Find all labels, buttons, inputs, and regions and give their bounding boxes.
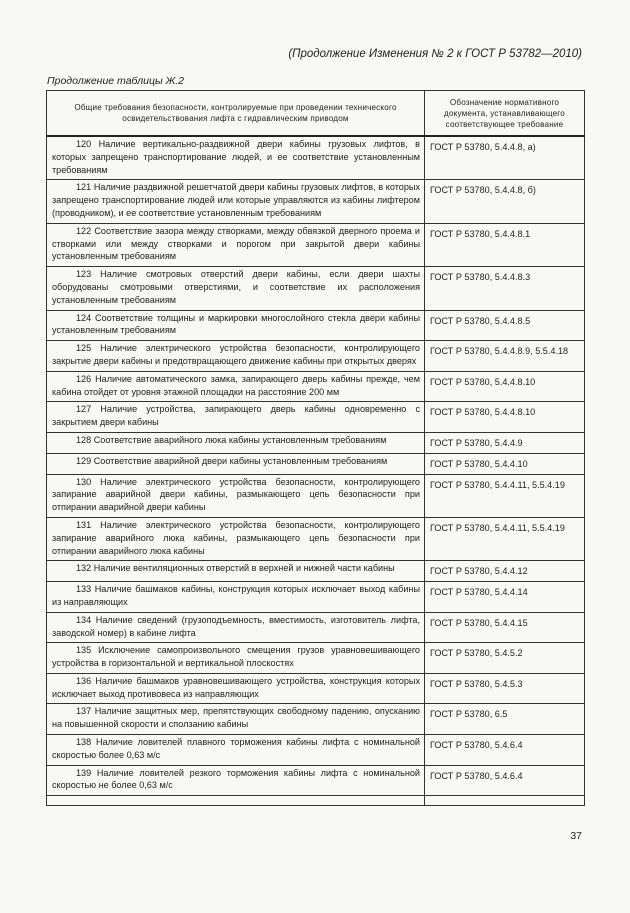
spacer-cell-left — [47, 796, 425, 806]
table-row — [47, 612, 585, 643]
table-row — [47, 643, 585, 674]
reference-cell: ГОСТ Р 53780, 5.4.5.2 — [425, 643, 585, 674]
requirement-cell: 120 Наличие вертикально-раздвижной двери кабины грузовых лифтов, в которых запрещено транспортирование людей, и ее соответствие установленным требованиям — [47, 136, 425, 180]
table-row — [47, 765, 585, 796]
table-body — [47, 136, 585, 806]
reference-cell: ГОСТ Р 53780, 5.4.4.11, 5.5.4.19 — [425, 474, 585, 517]
reference-cell: ГОСТ Р 53780, 5.4.4.8.5 — [425, 310, 585, 341]
requirement-cell: 139 Наличие ловителей резкого торможения кабины лифта с номинальной скоростью не более 0,63 м/с — [47, 765, 425, 796]
table-row — [47, 136, 585, 180]
running-head: (Продолжение Изменения № 2 к ГОСТ Р 53782—2010) — [288, 48, 582, 60]
table-row — [47, 735, 585, 766]
reference-cell: ГОСТ Р 53780, 5.4.4.8.10 — [425, 371, 585, 402]
table-row — [47, 673, 585, 704]
reference-cell: ГОСТ Р 53780, 5.4.4.8.10 — [425, 402, 585, 433]
reference-cell: ГОСТ Р 53780, 5.4.6.4 — [425, 765, 585, 796]
requirement-cell: 138 Наличие ловителей плавного торможения кабины лифта с номинальной скоростью более 0,63 м/с — [47, 735, 425, 766]
reference-cell: ГОСТ Р 53780, 5.4.4.10 — [425, 453, 585, 474]
table-row — [47, 402, 585, 433]
table-row — [47, 267, 585, 310]
requirement-cell: 121 Наличие раздвижной решетчатой двери кабины грузовых лифтов, в которых запрещено транспортирование людей или которые управляются из кабины лифтером (проводником), и ее соответствие установленным требованиям — [47, 180, 425, 223]
table-row — [47, 453, 585, 474]
table-header-row — [47, 91, 585, 137]
spacer-cell-right — [425, 796, 585, 806]
reference-cell: ГОСТ Р 53780, 5.4.5.3 — [425, 673, 585, 704]
requirement-cell: 127 Наличие устройства, запирающего дверь кабины одновременно с закрытием двери кабины — [47, 402, 425, 433]
requirement-cell: 131 Наличие электрического устройства безопасности, контролирующего запирание аварийного люка кабины, размыкающего цепь безопасности при отпирании аварийного люка кабины — [47, 517, 425, 560]
requirement-cell: 128 Соответствие аварийного люка кабины установленным требованиям — [47, 432, 425, 453]
requirement-cell: 123 Наличие смотровых отверстий двери кабины, если двери шахты оборудованы смотровыми отверстиями, и соответствие их расположения установленным требованиям — [47, 267, 425, 310]
reference-cell: ГОСТ Р 53780, 5.4.4.8.9, 5.5.4.18 — [425, 341, 585, 372]
table-row — [47, 310, 585, 341]
table-row — [47, 223, 585, 266]
requirement-cell: 134 Наличие сведений (грузоподъемность, вместимость, изготовитель лифта, заводской номер) в кабине лифта — [47, 612, 425, 643]
requirement-cell: 130 Наличие электрического устройства безопасности, контролирующего запирание аварийной двери кабины, размыкающего цепь безопасности при отпирании аварийной двери кабины — [47, 474, 425, 517]
reference-cell: ГОСТ Р 53780, 5.4.4.14 — [425, 582, 585, 613]
reference-cell: ГОСТ Р 53780, 5.4.4.11, 5.5.4.19 — [425, 517, 585, 560]
reference-cell: ГОСТ Р 53780, 5.4.4.9 — [425, 432, 585, 453]
table-row — [47, 432, 585, 453]
requirement-cell: 136 Наличие башмаков уравновешивающего устройства, конструкция которых исключает выход противовеса из направляющих — [47, 673, 425, 704]
reference-cell: ГОСТ Р 53780, 6.5 — [425, 704, 585, 735]
requirement-cell: 132 Наличие вентиляционных отверстий в верхней и нижней части кабины — [47, 561, 425, 582]
table-row — [47, 180, 585, 223]
reference-cell: ГОСТ Р 53780, 5.4.4.8, а) — [425, 136, 585, 180]
requirement-cell: 137 Наличие защитных мер, препятствующих свободному падению, опусканию на повышенной скорости и сползанию кабины — [47, 704, 425, 735]
table-row — [47, 582, 585, 613]
reference-cell: ГОСТ Р 53780, 5.4.4.8.3 — [425, 267, 585, 310]
requirement-cell: 125 Наличие электрического устройства безопасности, контролирующего закрытие двери кабины и предотвращающего движение кабины при открытых дверях — [47, 341, 425, 372]
header-requirements: Общие требования безопасности, контролируемые при проведении технического освидетельствования лифта с гидравлическим приводом — [47, 91, 425, 137]
requirement-cell: 124 Соответствие толщины и маркировки многослойного стекла двери кабины установленным требованиям — [47, 310, 425, 341]
requirement-cell: 126 Наличие автоматического замка, запирающего дверь кабины прежде, чем кабина отойдет от уровня этажной площадки на расстояние 200 мм — [47, 371, 425, 402]
requirement-cell: 135 Исключение самопроизвольного смещения грузов уравновешивающего устройства в горизонтальной и вертикальной плоскостях — [47, 643, 425, 674]
requirement-cell: 122 Соответствие зазора между створками, между обвязкой дверного проема и створками или между створками и порогом при закрытой двери кабины установленным требованиям — [47, 223, 425, 266]
reference-cell: ГОСТ Р 53780, 5.4.4.8, б) — [425, 180, 585, 223]
reference-cell: ГОСТ Р 53780, 5.4.4.8.1 — [425, 223, 585, 266]
table-row — [47, 371, 585, 402]
requirements-table — [46, 90, 585, 806]
table-row — [47, 704, 585, 735]
reference-cell: ГОСТ Р 53780, 5.4.6.4 — [425, 735, 585, 766]
requirement-cell: 133 Наличие башмаков кабины, конструкция которых исключает выход кабины из направляющих — [47, 582, 425, 613]
header-reference: Обозначение нормативного документа, устанавливающего соответствующее требование — [425, 91, 585, 137]
table-caption: Продолжение таблицы Ж.2 — [47, 75, 184, 87]
requirement-cell: 129 Соответствие аварийной двери кабины установленным требованиям — [47, 453, 425, 474]
reference-cell: ГОСТ Р 53780, 5.4.4.15 — [425, 612, 585, 643]
table-spacer-row — [47, 796, 585, 806]
table-row — [47, 517, 585, 560]
table-row — [47, 561, 585, 582]
table-row — [47, 474, 585, 517]
page-number: 37 — [570, 830, 582, 842]
table-row — [47, 341, 585, 372]
reference-cell: ГОСТ Р 53780, 5.4.4.12 — [425, 561, 585, 582]
